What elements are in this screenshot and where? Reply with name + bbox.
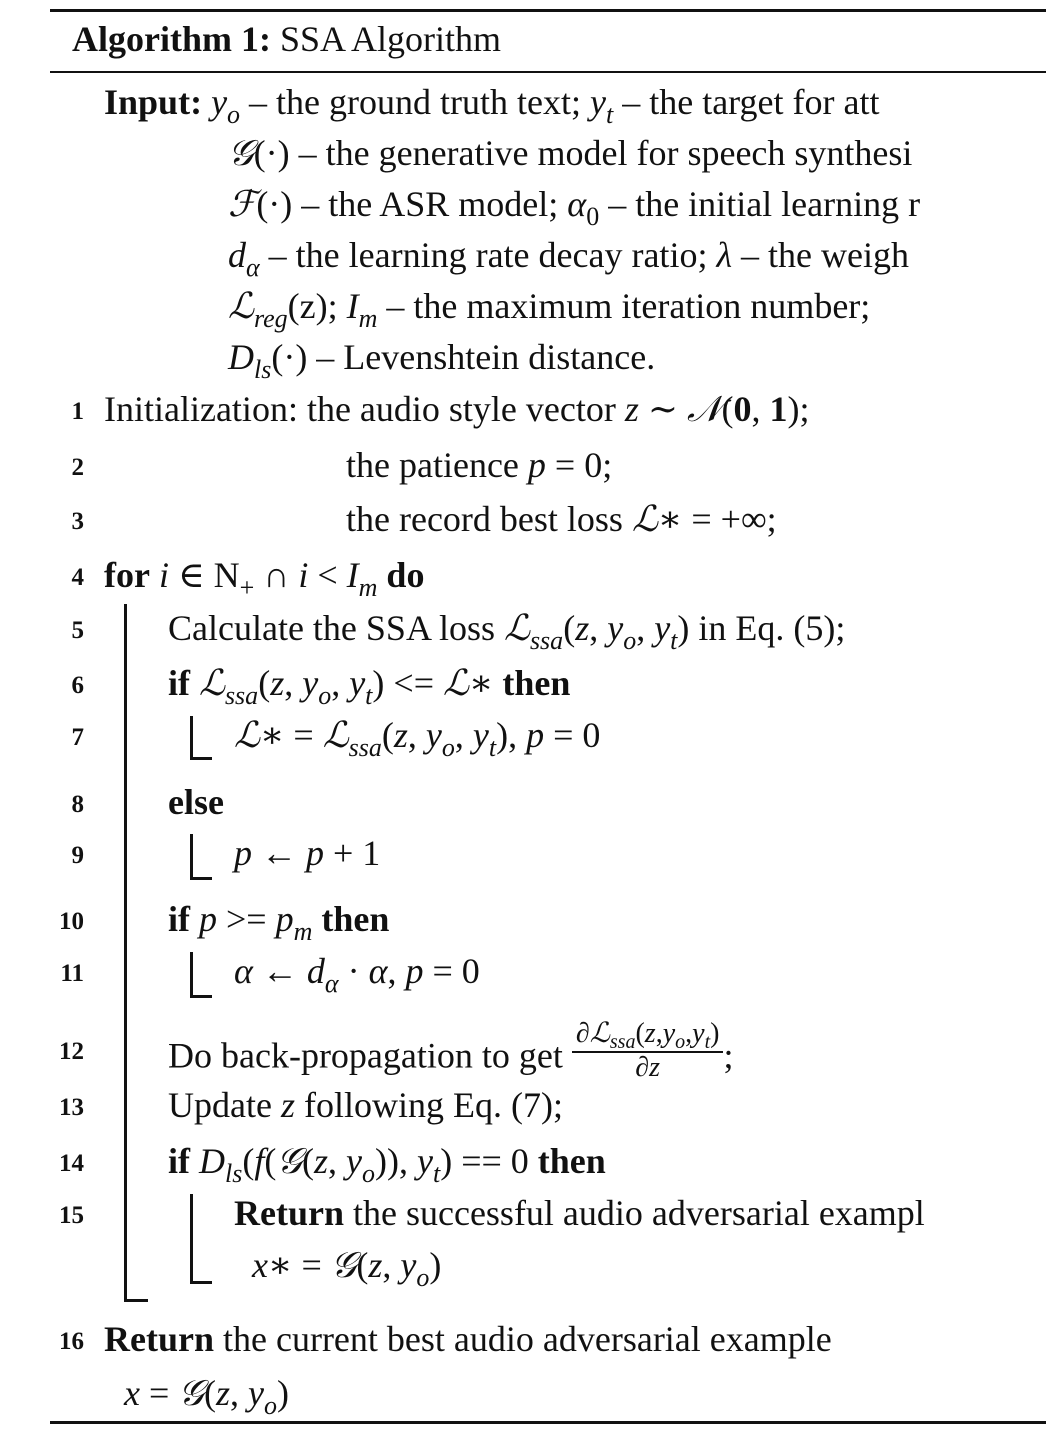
line-number: 3 bbox=[71, 508, 84, 535]
if-block-bar bbox=[190, 716, 193, 760]
step-16: Return the current best audio adversarial example bbox=[104, 1319, 832, 1359]
gradient-fraction: $\frac{\partial ℒ_{ssa}(z,y_o,y_t)}{\partial z}$ bbox=[572, 1019, 724, 1083]
step-15-cont: x∗ = 𝒢(z, $y_o$) bbox=[252, 1245, 442, 1292]
input-label: Input: bbox=[104, 82, 203, 122]
if-success-block-end bbox=[190, 1281, 212, 1284]
line-number: 4 bbox=[71, 564, 84, 591]
input-line-4: $d_\alpha$ – the learning rate decay ratio; λ – the weigh bbox=[228, 235, 910, 282]
algorithm-caption bbox=[72, 17, 501, 61]
step-16-cont: x = 𝒢(z, $y_o$) bbox=[124, 1373, 289, 1420]
step-10: if $p >= p_m$ then bbox=[168, 899, 390, 946]
input-line-3: ℱ(·) – the ASR model; $\alpha_0$ – the initial learning r bbox=[228, 184, 921, 231]
line-number: 2 bbox=[71, 454, 84, 481]
line-number: 13 bbox=[59, 1094, 84, 1121]
else-block-bar bbox=[190, 834, 193, 880]
line-number: 10 bbox=[59, 908, 84, 935]
line-number: 12 bbox=[59, 1038, 84, 1065]
line-number: 9 bbox=[71, 842, 84, 869]
step-12: Do back-propagation to get $\frac{\partial ℒ_{ssa}(z,y_o,y_t)}{\partial z}$ ; bbox=[168, 1018, 734, 1083]
else-block-end bbox=[190, 877, 212, 880]
line-number: 11 bbox=[60, 960, 84, 987]
input-line-5: ℒ$_{reg}$(z); $I_m$ – the maximum iteration number; bbox=[228, 286, 871, 333]
step-7: ℒ∗ = ℒ$_{ssa}$(z, $y_o$, $y_t$), p = 0 bbox=[234, 715, 601, 762]
step-8: else bbox=[168, 782, 224, 822]
line-number: 8 bbox=[71, 791, 84, 818]
step-13: Update z following Eq. (7); bbox=[168, 1085, 563, 1125]
input-line-6: $D_{ls}(\cdot)$ – Levenshtein distance. bbox=[228, 337, 656, 384]
if-success-block-bar bbox=[190, 1194, 193, 1284]
step-14: if $D_{ls}(f(𝒢(z$, $y_o$)), $y_t) == 0$ then bbox=[168, 1141, 606, 1188]
step-4: for i ∈ $N_+$ ∩ $i < I_m$ do bbox=[104, 555, 425, 602]
step-15: Return the successful audio adversarial exampl bbox=[234, 1193, 925, 1233]
input-line-2: 𝒢(·) – the generative model for speech synthesi bbox=[228, 133, 913, 173]
step-11: α ← $d_\alpha \cdot \alpha$, p = 0 bbox=[234, 951, 480, 998]
line-number: 5 bbox=[71, 617, 84, 644]
caption-title: SSA Algorithm bbox=[279, 19, 502, 59]
line-number: 6 bbox=[71, 672, 84, 699]
caption-rule bbox=[50, 71, 1046, 73]
bottom-rule bbox=[50, 1421, 1046, 1424]
for-block-bar bbox=[124, 604, 127, 1302]
line-number: 15 bbox=[59, 1202, 84, 1229]
input-line-1: Input: $y_o$ – the ground truth text; $y_t$ – the target for att bbox=[104, 82, 880, 129]
step-3: the record best loss ℒ∗ = +∞; bbox=[346, 499, 777, 539]
line-number: 7 bbox=[71, 724, 84, 751]
line-number: 1 bbox=[71, 398, 84, 425]
step-2: the patience p = 0; bbox=[346, 445, 613, 485]
line-number: 16 bbox=[59, 1328, 84, 1355]
if-block-end bbox=[190, 757, 212, 760]
top-rule bbox=[50, 9, 1046, 12]
if-pm-block-bar bbox=[190, 952, 193, 998]
if-pm-block-end bbox=[190, 995, 212, 998]
step-1: Initialization: the audio style vector z ∼ 𝒩(0, 1); bbox=[104, 389, 810, 429]
step-9: p ← p + 1 bbox=[234, 833, 381, 873]
step-6: if ℒ$_{ssa}$(z, $y_o$, $y_t$) <= ℒ∗ then bbox=[168, 663, 571, 710]
line-number: 14 bbox=[59, 1150, 84, 1177]
caption-prefix: Algorithm 1: bbox=[72, 19, 271, 59]
step-5: Calculate the SSA loss ℒ$_{ssa}$(z, $y_o$, $y_t$) in Eq. (5); bbox=[168, 608, 846, 655]
for-block-end bbox=[124, 1299, 148, 1302]
